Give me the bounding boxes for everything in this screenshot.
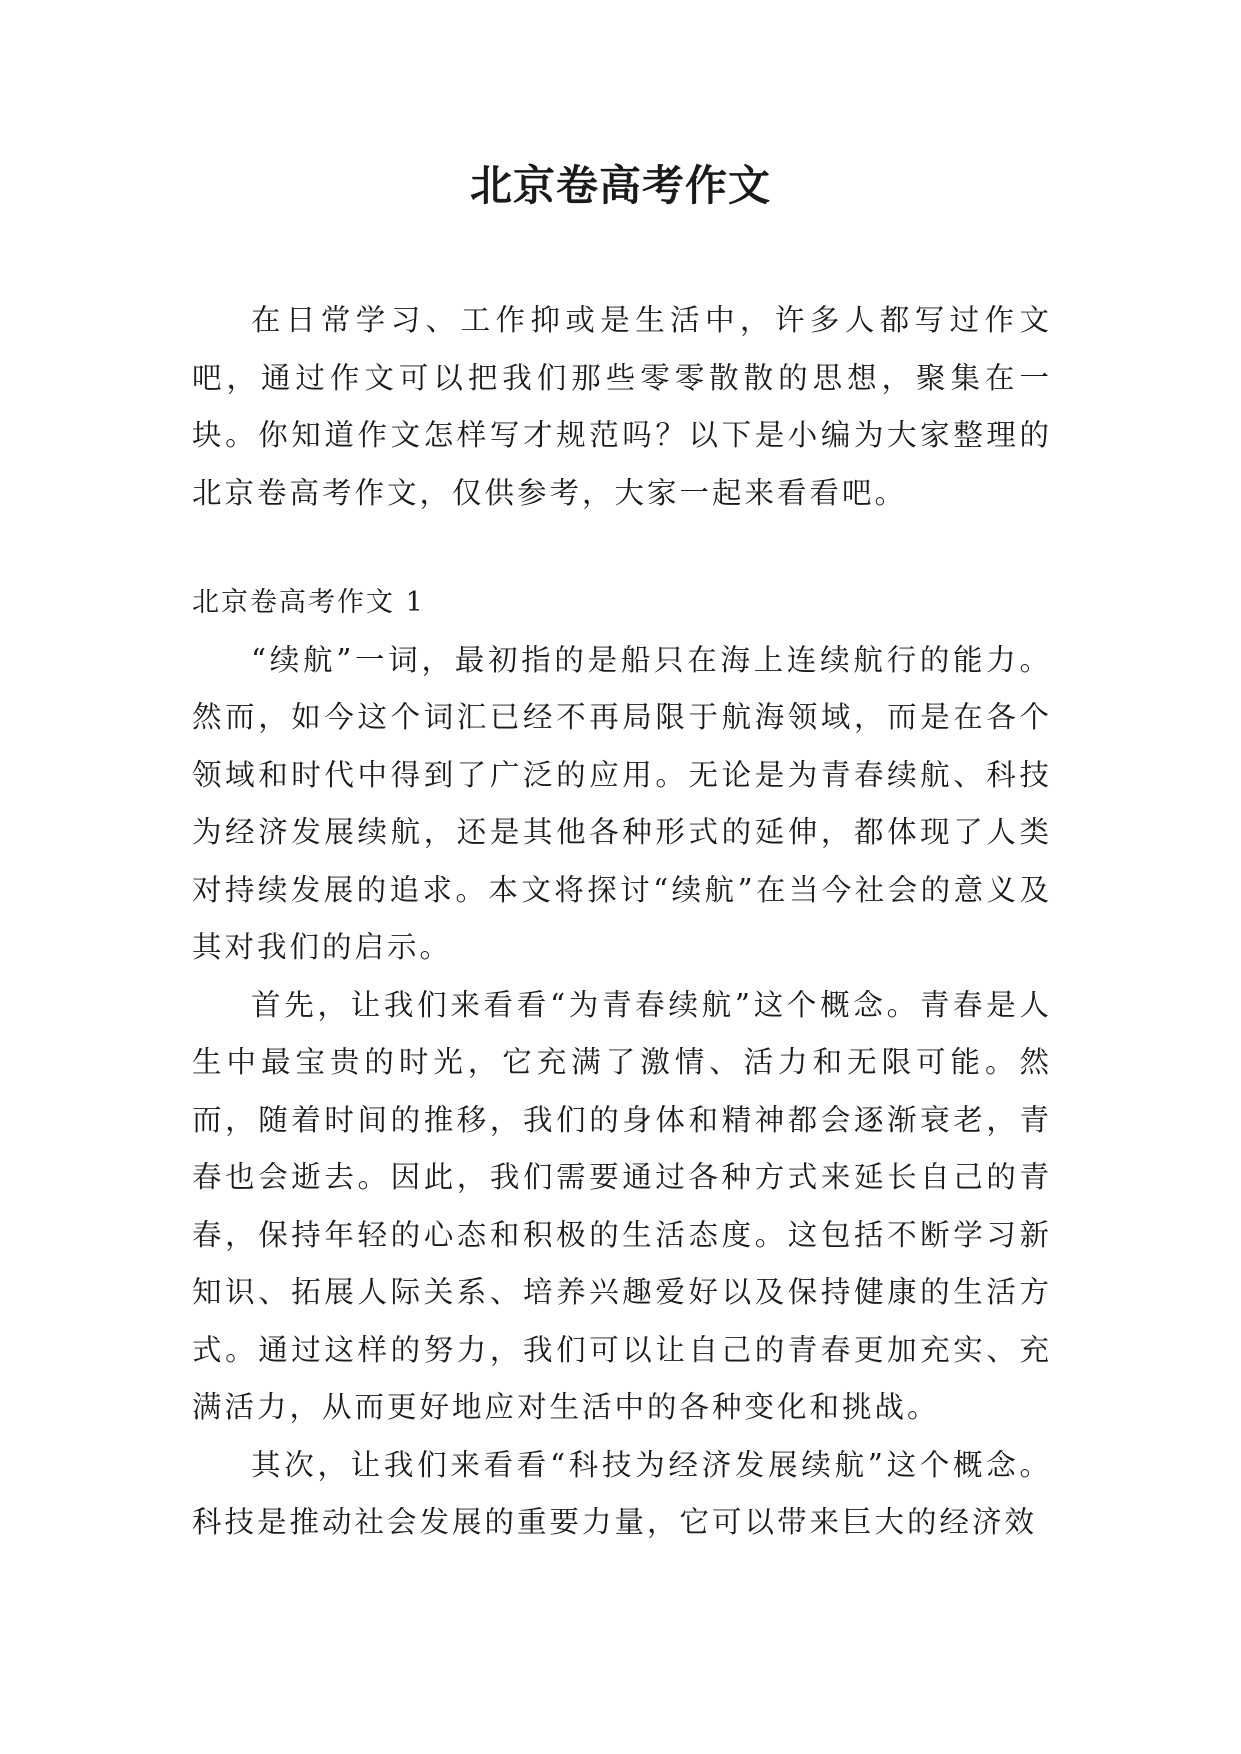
document-title: 北京卷高考作文 — [469, 161, 771, 210]
section-title: 北京卷高考作文 1 — [192, 587, 425, 618]
body-paragraph-2: 首先，让我们来看看“为青春续航”这个概念。青春是人生中最宝贵的时光，它充满了激情、活力和无限可能。然而，随着时间的推移，我们的身体和精神都会逐渐衰老，青春也会逝去。因此，我们需要通过各种方式来延长自己的青春，保持年轻的心态和积极的生活态度。这包括不断学习新知识、拓展人际关系、培养兴趣爱好以及保持健康的生活方式。通过这样的努力，我们可以让自己的青春更加充实、充满活力，从而更好地应对生活中的各种变化和挑战。 — [192, 987, 1052, 1424]
body-paragraph-3: 其次，让我们来看看“科技为经济发展续航”这个概念。科技是推动社会发展的重要力量，它可以带来巨大的经济效 — [192, 1447, 1052, 1539]
intro-paragraph: 在日常学习、工作抑或是生活中，许多人都写过作文吧，通过作文可以把我们那些零零散散的思想，聚集在一块。你知道作文怎样写才规范吗？以下是小编为大家整理的北京卷高考作文，仅供参考，大家一起来看看吧。 — [192, 303, 1052, 510]
document-body — [192, 292, 1052, 1552]
body-paragraph-1: “续航”一词，最初指的是船只在海上连续航行的能力。然而，如今这个词汇已经不再局限于航海领域，而是在各个领域和时代中得到了广泛的应用。无论是为青春续航、科技为经济发展续航，还是其他各种形式的延伸，都体现了人类对持续发展的追求。本文将探讨“续航”在当今社会的意义及其对我们的启示。 — [192, 642, 1052, 964]
